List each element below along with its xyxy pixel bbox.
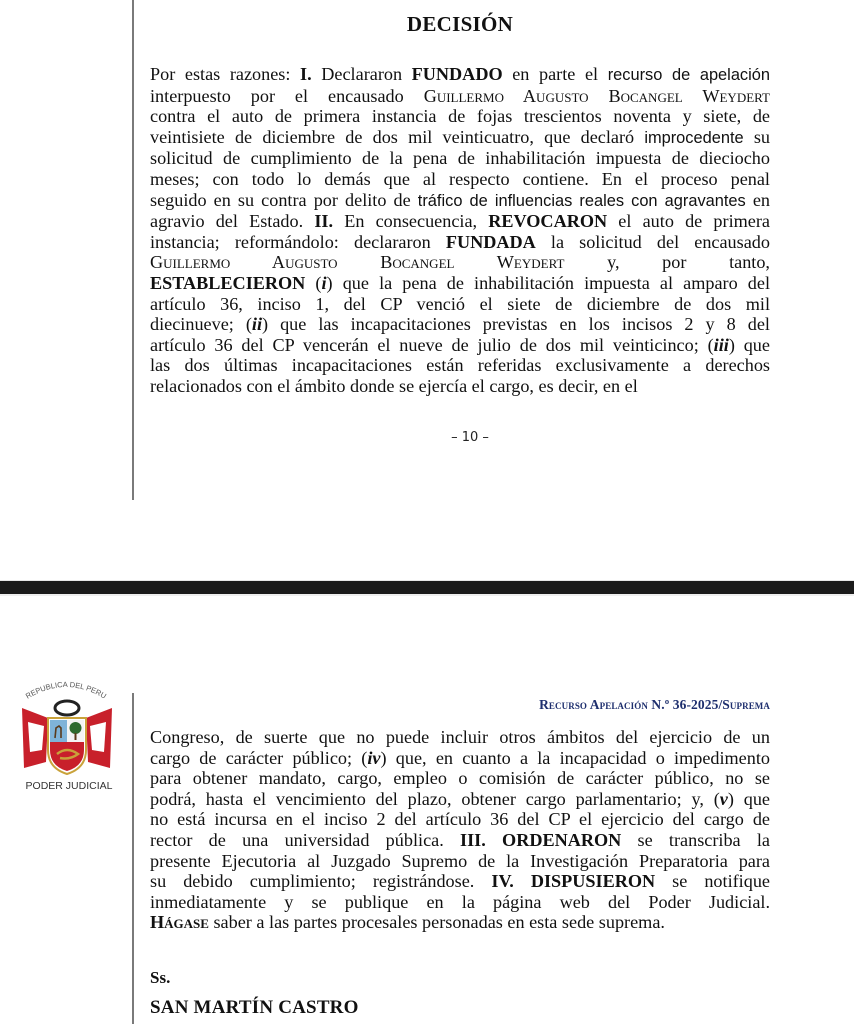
emphasis-text: IV. DISPUSIERON [491,871,656,892]
text-run: la solicitud del encausado [535,231,770,252]
text-run: Guillermo Augusto Bocangel Weydert [150,252,565,273]
emphasis-text: Hágase [150,912,209,933]
text-run: artículo 36, inciso 1, del CP venció el siete de diciembre de dos mil [150,293,770,314]
text-line [150,211,770,232]
text-line [150,912,770,933]
salutation: Ss. [150,968,171,987]
text-run: ) que, en cuanto a la incapacidad o impedimento [380,747,770,768]
text-run: cargo de carácter público; ( [150,747,368,768]
signer-name: SAN MARTÍN CASTRO [150,997,359,1018]
text-run: agravio del Estado. [150,211,315,232]
emphasis-text: ESTABLECIERON [150,272,306,293]
text-run: improcedente [644,128,744,147]
text-run: en parte el [502,64,608,84]
emphasis-text: ii [251,314,263,335]
text-run: solicitud de cumplimiento de la pena de inhabilitación impuesta de dieciocho [150,148,770,169]
text-line [150,355,770,376]
text-run: artículo 36 del CP vencerán el nueve de julio de dos mil veinticinco; ( [150,334,714,355]
text-run: no está incursa en el inciso 2 del artículo 36 del CP el ejercicio del cargo de [150,809,770,830]
text-line [150,273,770,294]
emphasis-text: I. [300,64,312,84]
text-run: tráfico de influencias reales con agravantes [417,191,746,210]
text-line [150,809,770,830]
text-line [150,127,770,149]
decision-paragraph-continued [150,727,770,933]
margin-rule [132,693,134,1024]
poder-judicial-logo [0,678,134,798]
text-line [150,851,770,872]
logo-caption: PODER JUDICIAL [25,780,113,792]
text-line [150,169,770,190]
emphasis-text: FUNDADO [411,64,503,84]
case-reference-header: Recurso Apelación N.º 36-2025/Suprema [539,697,770,712]
text-run: Por estas razones: [150,64,301,84]
emphasis-text: REVOCARON [488,211,608,232]
document-page-11 [0,596,854,1024]
coat-of-arms-icon [0,678,134,778]
text-run: podrá, hasta el vencimiento del plazo, obtener cargo parlamentario; y, ( [150,788,720,809]
text-run: para obtener mandato, cargo, empleo o comisión de carácter público, no se [150,768,770,789]
text-line [150,314,770,335]
text-line [150,727,770,748]
text-line [150,86,770,107]
text-line [150,748,770,769]
emphasis-text: II. [314,211,334,232]
text-run: ) que [728,334,770,355]
emphasis-text: III. ORDENARON [460,829,622,850]
svg-text:REPUBLICA DEL PERU [24,680,108,701]
text-run: inmediatamente y se publique en la página web del Poder Judicial. [150,891,770,912]
emphasis-text: iii [713,334,729,355]
text-run: Guillermo Augusto Bocangel Weydert [423,85,770,106]
text-line [150,789,770,810]
text-run: ) que la pena de inhabilitación impuesta al amparo del [326,272,770,293]
text-line [150,106,770,127]
text-run: se transcriba la [621,829,771,850]
text-line [150,232,770,253]
text-line [150,830,770,851]
text-run: presente Ejecutoria al Juzgado Supremo de la Investigación Preparatoria para [150,850,770,871]
text-line [150,64,770,86]
text-line [150,892,770,913]
text-line [150,148,770,169]
emphasis-text: iv [367,747,381,768]
text-line [150,190,770,212]
text-run: interpuesto por el encausado [150,85,424,106]
emphasis-text: i [321,272,327,293]
text-run: el auto de primera [607,211,770,232]
logo-arc-text: REPUBLICA DEL PERU [24,679,108,701]
text-run: meses; con todo lo demás que al respecto contiene. En el proceso penal [150,168,770,189]
emphasis-text: v [719,788,728,809]
text-run: las dos últimas incapacitaciones están referidas exclusivamente a derechos [150,355,770,376]
text-line [150,871,770,892]
text-run: instancia; reformándolo: declararon [150,231,446,252]
text-line [150,252,770,273]
page-separator [0,580,854,596]
page-number: – 10 – [451,430,489,445]
text-run: saber a las partes procesales personadas en esta sede suprema. [208,912,665,933]
text-run: Declararon [311,64,412,84]
section-title: DECISIÓN [406,12,514,36]
text-run: seguido en su contra por delito de [150,189,418,210]
emphasis-text: FUNDADA [445,231,536,252]
text-run: ( [305,272,322,293]
text-run: recurso de apelación [607,66,770,84]
text-run: Congreso, de suerte que no puede incluir otros ámbitos del ejercicio de un [150,727,770,747]
text-run: En consecuencia, [333,211,489,232]
text-run: relacionados con el ámbito donde se ejercía el cargo, es decir, en el [150,375,638,396]
text-run: contra el auto de primera instancia de fojas trescientos noventa y siete, de [150,106,770,127]
text-line [150,335,770,356]
text-run: veintisiete de diciembre de dos mil veinticuatro, que declaró [150,126,645,147]
text-run: ) que las incapacitaciones previstas en los incisos 2 y 8 del [262,314,770,335]
text-run: diecinueve; ( [150,314,252,335]
text-run: rector de una universidad pública. [150,829,461,850]
text-run: ) que [727,788,770,809]
text-run: se notifique [655,871,770,892]
text-run: en [745,189,771,210]
text-line [150,294,770,315]
text-run: su debido cumplimiento; registrándose. [150,871,492,892]
margin-rule [132,0,134,500]
text-line [150,376,770,397]
text-run: su [743,126,770,147]
text-line [150,768,770,789]
text-run: y, por tanto, [564,252,770,273]
decision-paragraph [150,64,770,397]
